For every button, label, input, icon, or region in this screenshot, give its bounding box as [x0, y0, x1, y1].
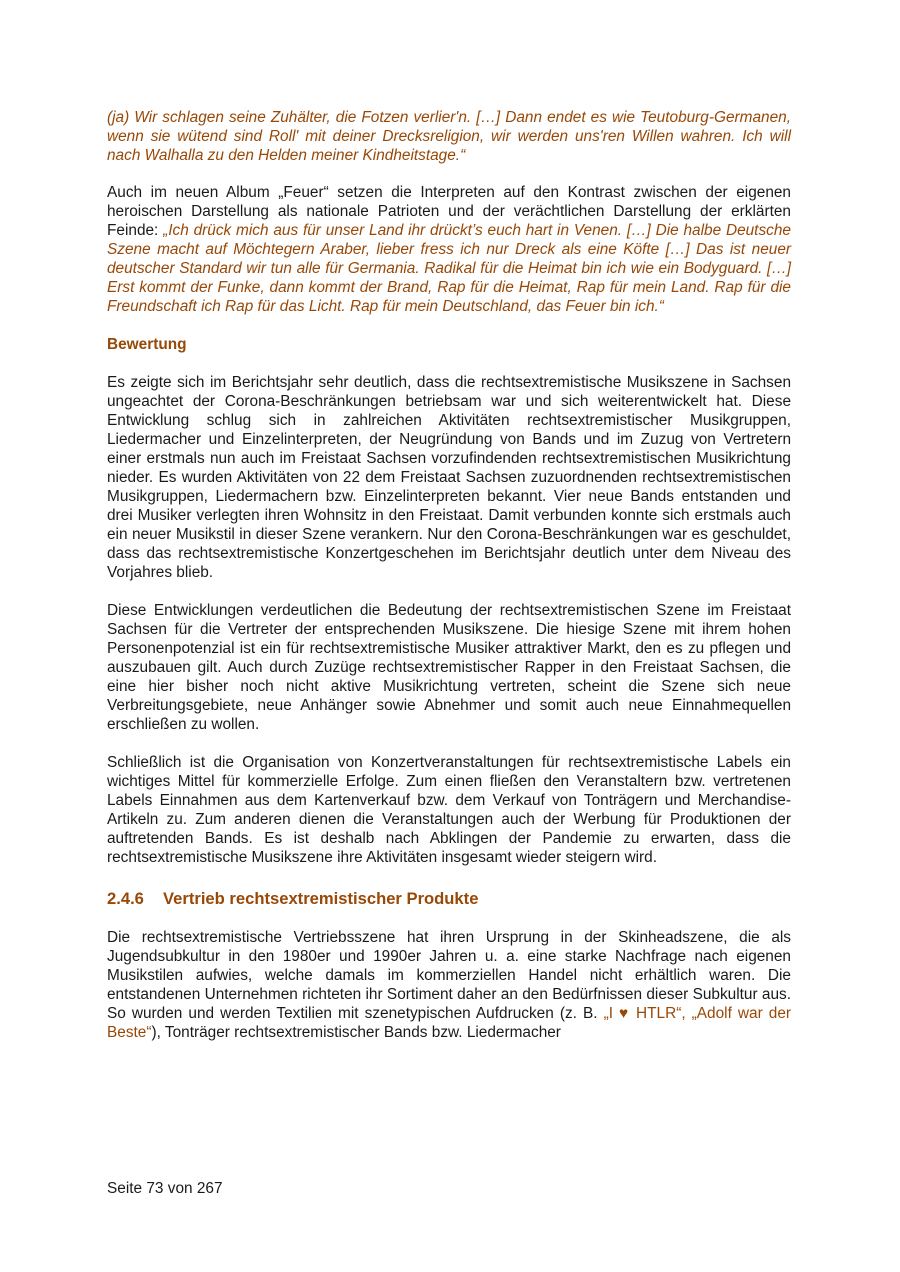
album-feuer-paragraph	[107, 183, 791, 316]
section-heading	[107, 889, 791, 909]
bewertung-paragraph: Diese Entwicklungen verdeutlichen die Bedeutung der rechtsextremistischen Szene im Freistaat Sachsen für die Vertreter der entsprechenden Musikszene. Die hiesige Szene mit ihrem hohen Personenpotenzial ist ein für rechtsextremistische Musiker attraktiver Markt, den es zu pflegen und auszubauen gilt. Auch durch Zuzüge rechtsextremistischer Rapper in den Freistaat Sachsen, die eine hier bisher noch nicht aktive Musikrichtung vertreten, scheint die Szene sich neue Verbreitungsgebiete, neue Anhänger sowie Abnehmer und somit auch neue Einnahmequellen erschließen zu wollen.	[107, 602, 791, 733]
slogan-examples: „I ♥ HTLR“, „Adolf war der Beste“	[107, 1005, 792, 1041]
bewertung-paragraph: Es zeigte sich im Berichtsjahr sehr deutlich, dass die rechtsextremistische Musikszene in Sachsen ungeachtet der Corona-Beschränkungen betriebsam war und sich weiterentwickelt hat. Diese Entwicklung schlug sich in zahlreichen Aktivitäten rechtsextremistischer Musikgruppen, Liedermacher und Einzelinterpreten, der Neugründung von Bands und im Zuzug von Vertretern einer erstmals nun auch im Freistaat Sachsen vorzufindenden rechtsextremistischen Musikrichtung nieder. Es wurden Aktivitäten von 22 dem Freistaat Sachsen zuzuordnenden rechtsextremistischen Musikgruppen, Liedermachern bzw. Einzelinterpreten bekannt. Vier neue Bands entstanden und drei Musiker verlegten ihren Wohnsitz in den Freistaat. Damit verbunden konnte sich erstmals auch ein neuer Musikstil in dieser Szene verankern. Nur den Corona-Beschränkungen war es geschuldet, dass das rechtsextremistische Konzertgeschehen im Berichtsjahr deutlich unter dem Niveau des Vorjahres blieb.	[107, 374, 791, 581]
bewertung-heading: Bewertung	[107, 336, 187, 353]
album-paragraph-lead: Auch im neuen Album „Feuer“ setzen die Interpreten auf den Kontrast zwischen der eigenen heroischen Darstellung als nationale Patrioten und der verächtlichen Darstellung der erklärten Feinde:	[107, 184, 791, 239]
lyrics-quote-intro: (ja) Wir schlagen seine Zuhälter, die Fotzen verlier'n. […] Dann endet es wie Teutoburg-Germanen, wenn sie wütend sind Roll' mit deiner Drecksreligion, wir werden uns'ren Willen wahren. Ich will nach Walhalla zu den Helden meiner Kindheitstage.“	[107, 109, 791, 164]
section-number: 2.4.6	[107, 889, 144, 908]
section-paragraph	[107, 928, 791, 1042]
section-title: Vertrieb rechtsextremistischer Produkte	[163, 889, 479, 908]
section-paragraph-lead: Die rechtsextremistische Vertriebsszene hat ihren Ursprung in der Skinheadszene, die als Jugendsubkultur in den 1980er und 1990er Jahren u. a. eine starke Nachfrage nach eigenen Musikstilen aufwies, welche damals im kommerziellen Handel nicht erhältlich waren. Die entstandenen Unternehmen richteten ihr Sortiment daher an den Bedürfnissen dieser Subkultur aus. So wurden und werden Textilien mit szenetypischen Aufdrucken (z. B.	[107, 929, 791, 1022]
section-paragraph-tail: ), Tonträger rechtsextremistischer Bands bzw. Liedermacher	[151, 1024, 561, 1041]
bewertung-paragraph: Schließlich ist die Organisation von Konzertveranstaltungen für rechtsextremistische Labels ein wichtiges Mittel für kommerzielle Erfolge. Zum einen fließen den Veranstaltern bzw. vertretenen Labels Einnahmen aus dem Kartenverkauf bzw. dem Verkauf von Tonträgern und Merchandise-Artikeln zu. Zum anderen dienen die Veranstaltungen auch der Werbung für Produktionen der auftretenden Bands. Es ist deshalb nach Abklingen der Pandemie zu erwarten, dass die rechtsextremistische Musikszene ihre Aktivitäten insgesamt wieder steigern wird.	[107, 754, 791, 866]
document-page	[107, 108, 791, 1042]
lyrics-quote-feuer: „Ich drück mich aus für unser Land ihr drückt’s euch hart in Venen. […] Die halbe Deutsche Szene macht auf Möchtegern Araber, lieber fress ich nur Dreck als eine Köfte […] Das ist neuer deutscher Standard wir tun alle für Germania. Radikal für die Heimat bin ich wie ein Bodyguard. […] Erst kommt der Funke, dann kommt der Brand, Rap für die Heimat, Rap für mein Land. Rap für die Freundschaft ich Rap für das Licht. Rap für mein Deutschland, das Feuer bin ich.“	[107, 222, 791, 315]
page-number-footer: Seite 73 von 267	[107, 1180, 223, 1197]
